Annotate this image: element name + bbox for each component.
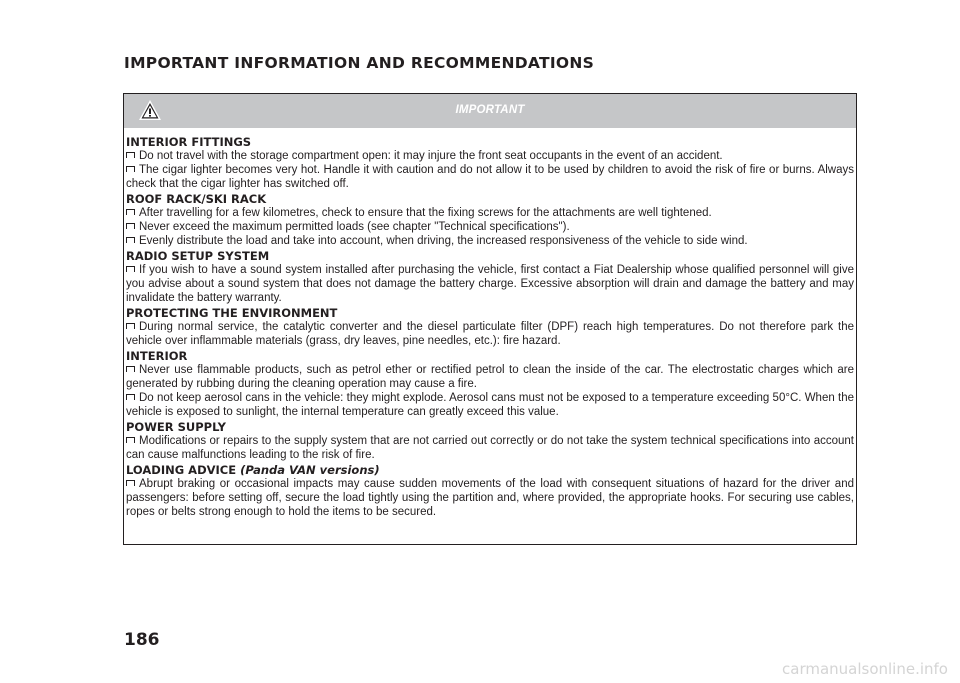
section-title-text: ROOF RACK/SKI RACK <box>126 192 267 206</box>
list-item-text: If you wish to have a sound system installed after purchasing the vehicle, first contact a Fiat Dealership whose qualified personnel will give you advise about a sound system that does not damage the battery charge. Excessive absorption will drain and damage the battery and may invalidate the battery warranty. <box>126 264 854 304</box>
list-item <box>126 163 854 191</box>
list-item-text: During normal service, the catalytic converter and the diesel particulate filter (DPF) reach high temperatures. Do not therefore park the vehicle over inflammable materials (grass, dry leaves, pine needles, etc.): fire hazard. <box>126 321 854 347</box>
bullet-icon <box>126 209 135 215</box>
list-item <box>126 434 854 462</box>
list-item-text: Modifications or repairs to the supply system that are not carried out correctly or do not take the system technical specifications into account can cause malfunctions leading to the risk of fire. <box>126 435 854 461</box>
bullet-icon <box>126 394 135 400</box>
section-title-text: PROTECTING THE ENVIRONMENT <box>126 306 338 320</box>
list-item <box>126 263 854 305</box>
bullet-icon <box>126 323 135 329</box>
list-item <box>126 363 854 391</box>
section-title-text: POWER SUPPLY <box>126 420 226 434</box>
section-title <box>126 349 854 363</box>
bullet-icon <box>126 166 135 172</box>
list-item <box>126 149 854 163</box>
list-item-text: Abrupt braking or occasional impacts may cause sudden movements of the load with consequent situations of hazard for the driver and passengers: before setting off, secure the load tightly using the partition and, where provided, the appropriate hooks. For securing use cables, ropes or belts strong enough to hold the items to be secured. <box>126 478 854 518</box>
important-content <box>124 128 856 519</box>
section-title <box>126 135 854 149</box>
section-title <box>126 249 854 263</box>
list-item-text: After travelling for a few kilometres, check to ensure that the fixing screws for the attachments are well tightened. <box>139 207 712 219</box>
important-label: IMPORTANT <box>455 104 525 116</box>
list-item <box>126 220 854 234</box>
bullet-icon <box>126 152 135 158</box>
list-item-text: The cigar lighter becomes very hot. Handle it with caution and do not allow it to be used by children to avoid the risk of fire or burns. Always check that the cigar lighter has switched off. <box>126 164 854 190</box>
list-item-text: Do not travel with the storage compartment open: it may injure the front seat occupants in the event of an accident. <box>139 150 723 162</box>
bullet-icon <box>126 223 135 229</box>
section-title <box>126 192 854 206</box>
important-box <box>123 93 857 545</box>
section-subtitle: (Panda VAN versions) <box>240 463 380 477</box>
section-title-text: INTERIOR <box>126 349 188 363</box>
bullet-icon <box>126 437 135 443</box>
section-title-text: RADIO SETUP SYSTEM <box>126 249 270 263</box>
section-title-text: LOADING ADVICE <box>126 463 237 477</box>
watermark: carmanualsonline.info <box>782 660 948 678</box>
bullet-icon <box>126 237 135 243</box>
list-item <box>126 234 854 248</box>
section-title <box>126 463 854 477</box>
list-item <box>126 477 854 519</box>
list-item-text: Do not keep aerosol cans in the vehicle: they might explode. Aerosol cans must not be exposed to a temperature exceeding 50°C. When the vehicle is exposed to sunlight, the internal temperature can greatly exceed this value. <box>126 392 854 418</box>
important-header <box>124 94 856 128</box>
list-item-text: Never exceed the maximum permitted loads (see chapter "Technical specifications"). <box>139 221 570 233</box>
list-item <box>126 206 854 220</box>
list-item-text: Evenly distribute the load and take into account, when driving, the increased responsiveness of the vehicle to side wind. <box>139 235 748 247</box>
list-item <box>126 320 854 348</box>
section-title-text: INTERIOR FITTINGS <box>126 135 252 149</box>
bullet-icon <box>126 480 135 486</box>
list-item <box>126 391 854 419</box>
section-title <box>126 306 854 320</box>
list-item-text: Never use flammable products, such as petrol ether or rectified petrol to clean the inside of the car. The electrostatic charges which are generated by rubbing during the cleaning operation may cause a fire. <box>126 364 854 390</box>
section-title <box>126 420 854 434</box>
bullet-icon <box>126 266 135 272</box>
page-title: IMPORTANT INFORMATION AND RECOMMENDATIONS <box>124 54 595 72</box>
bullet-icon <box>126 366 135 372</box>
page-number: 186 <box>124 630 160 650</box>
